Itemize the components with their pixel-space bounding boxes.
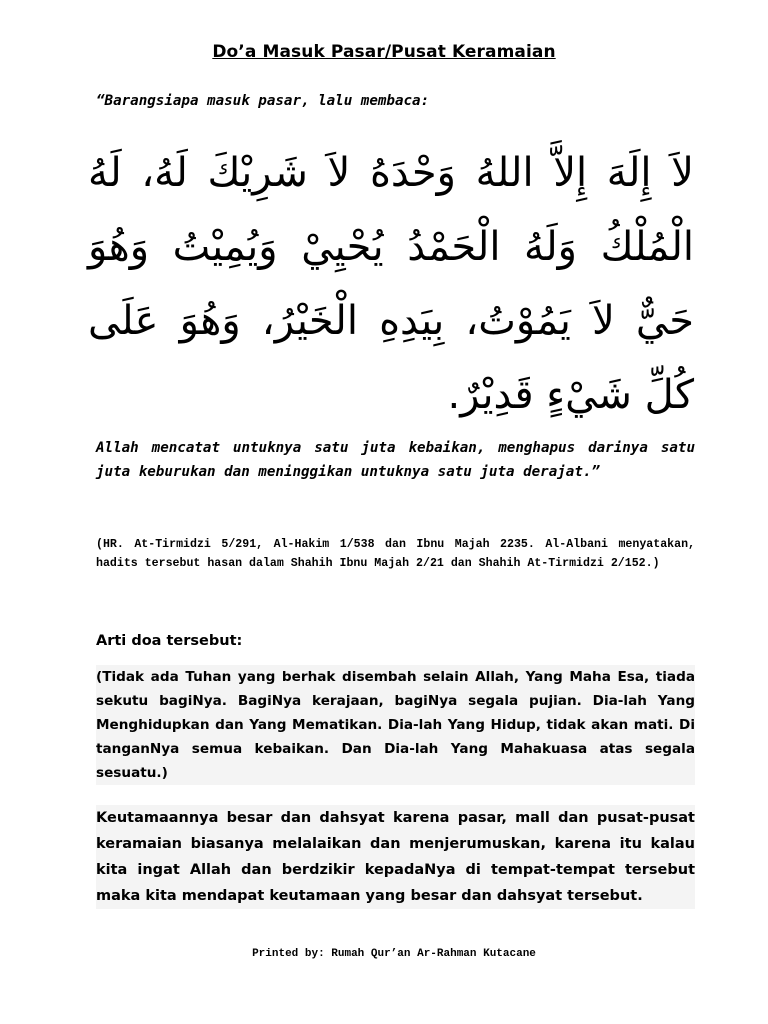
keutamaan-text: Keutamaannya besar dan dahsyat karena pasar, mall dan pusat-pusat keramaian biasanya melalaikan dan menjerumuskan, karena itu kalau kita ingat Allah dan berdzikir kepadaNya di tempat-tempat tersebut maka kita mendapat keutamaan yang besar dan dahsyat tersebut. — [96, 805, 695, 909]
printed-by-footer: Printed by: Rumah Qur’an Ar-Rahman Kutacane — [252, 948, 536, 960]
fadilah-text: Allah mencatat untuknya satu juta kebaikan, menghapus darinya satu juta keburukan dan meninggikan untuknya satu juta derajat.” — [96, 440, 695, 480]
arti-text: (Tidak ada Tuhan yang berhak disembah selain Allah, Yang Maha Esa, tiada sekutu bagiNya. BagiNya kerajaan, bagiNya segala pujian. Dia-lah Yang Menghidupkan dan Yang Mematikan. Dia-lah Yang Hidup, tidak akan mati. Di tanganNya semua kebaikan. Dan Dia-lah Yang Mahakuasa atas segala sesuatu.) — [96, 665, 695, 785]
document-title: Do’a Masuk Pasar/Pusat Keramaian — [212, 42, 556, 62]
intro-text: “Barangsiapa masuk pasar, lalu membaca: — [96, 93, 430, 109]
arti-heading: Arti doa tersebut: — [96, 633, 243, 649]
arabic-doa: لاَ إِلَهَ إِلاَّ اللهُ وَحْدَهُ لاَ شَرِيْكَ لَهُ، لَهُ الْمُلْكُ وَلَهُ الْحَمْدُ يُحْيِيْ وَيُمِيْتُ وَهُوَ حَيٌّ لاَ يَمُوْتُ، بِيَدِهِ الْخَيْرُ، وَهُوَ عَلَى كُلِّ شَيْءٍ قَدِيْرٌ. — [88, 150, 694, 418]
hadith-reference: (HR. At-Tirmidzi 5/291, Al-Hakim 1/538 dan Ibnu Majah 2235. Al-Albani menyatakan, hadits tersebut hasan dalam Shahih Ibnu Majah 2/21 dan Shahih At-Tirmidzi 2/152.) — [96, 538, 695, 570]
